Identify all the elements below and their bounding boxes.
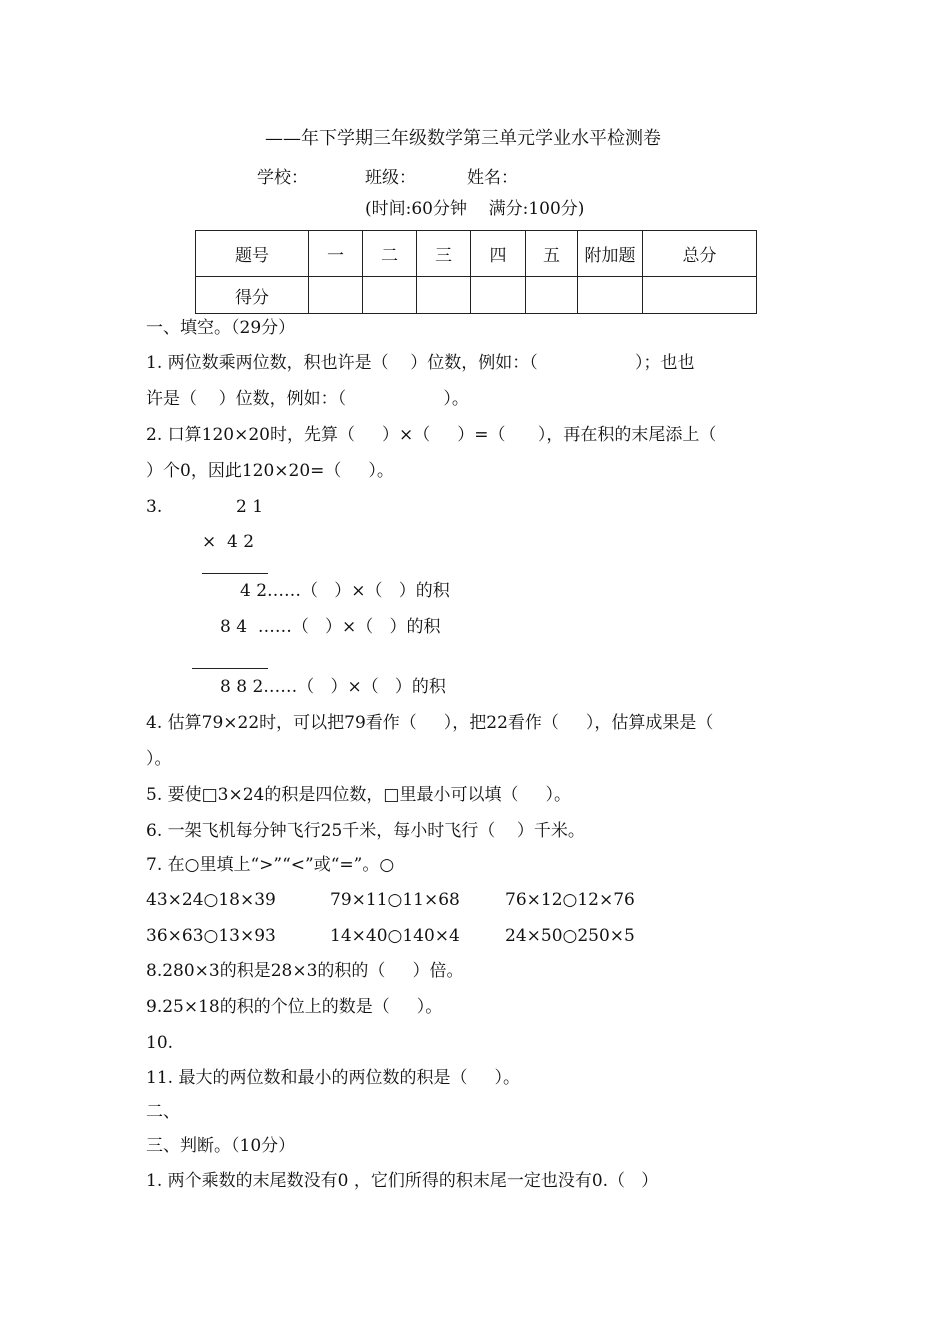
calc-rule-bottom [192, 668, 268, 669]
score-table-row-header: 题号 [196, 231, 309, 277]
final-product: 8 8 2……（ ）×（ ）的积 [220, 677, 446, 697]
section2-heading: 二、 [146, 1102, 180, 1122]
score-cell[interactable] [526, 277, 578, 314]
question-2-line-2: ）个0，因此120×20=（ ）。 [146, 461, 394, 481]
partial-product-2: 8 4 ……（ ）×（ ）的积 [220, 617, 441, 637]
score-table-header-row [196, 231, 757, 277]
score-cell[interactable] [363, 277, 417, 314]
score-table [195, 230, 757, 314]
question-4-line-2: ）。 [146, 749, 172, 769]
section3-heading: 三、判断。（10分） [146, 1136, 296, 1156]
compare-item: 24×50○250×5 [505, 926, 635, 946]
score-cell[interactable] [417, 277, 471, 314]
question-8: 8.280×3的积是28×3的积的（ ）倍。 [146, 961, 464, 981]
partial-product-1: 4 2……（ ）×（ ）的积 [240, 581, 450, 601]
question-11: 11. 最大的两位数和最小的两位数的积是（ ）。 [146, 1068, 520, 1088]
question-5: 5. 要使□3×24的积是四位数，□里最小可以填（ ）。 [146, 785, 571, 805]
score-label: 得分 [196, 277, 309, 314]
compare-item: 36×63○13×93 [146, 926, 276, 946]
question-9: 9.25×18的积的个位上的数是（ ）。 [146, 997, 443, 1017]
score-cell[interactable] [643, 277, 757, 314]
score-table-column: 四 [471, 231, 526, 277]
score-table-column: 总分 [643, 231, 757, 277]
exam-title: ——年下学期三年级数学第三单元学业水平检测卷 [265, 128, 661, 149]
class-label: 班级： [365, 168, 416, 188]
score-table-column: 二 [363, 231, 417, 277]
compare-item: 43×24○18×39 [146, 890, 276, 910]
score-table-score-row [196, 277, 757, 314]
score-cell[interactable] [309, 277, 363, 314]
compare-item: 76×12○12×76 [505, 890, 635, 910]
multiplier: × 4 2 [202, 532, 255, 552]
compare-item: 14×40○140×4 [330, 926, 460, 946]
question-1-line-2: 许是（ ）位数，例如：（ ）。 [146, 389, 469, 409]
question-4-line-1: 4. 估算79×22时，可以把79看作（ ），把22看作（ ），估算成果是（ [146, 713, 714, 733]
multiplicand: 2 1 [236, 497, 264, 517]
question-6: 6. 一架飞机每分钟飞行25千米，每小时飞行（ ）千米。 [146, 821, 585, 841]
score-table-column: 三 [417, 231, 471, 277]
score-table-column: 一 [309, 231, 363, 277]
question-1-line-1: 1. 两位数乘两位数，积也许是（ ）位数，例如：（ ）；也也 [146, 353, 695, 373]
school-label: 学校： [257, 168, 308, 188]
question-2-line-1: 2. 口算120×20时，先算（ ）×（ ）=（ ），再在积的末尾添上（ [146, 425, 717, 445]
question-7: 7. 在○里填上“>”“<”或“=”。○ [146, 855, 395, 875]
score-table-column: 五 [526, 231, 578, 277]
calc-rule-top [202, 573, 268, 574]
time-info: (时间:60分钟 满分:100分) [365, 199, 585, 219]
question-10: 10. [146, 1033, 174, 1053]
section1-heading: 一、填空。（29分） [146, 318, 296, 338]
question-3-number: 3. [146, 497, 163, 517]
name-label: 姓名： [467, 168, 518, 188]
score-table-column: 附加题 [578, 231, 643, 277]
score-cell[interactable] [471, 277, 526, 314]
score-cell[interactable] [578, 277, 643, 314]
judge-question-1: 1. 两个乘数的末尾数没有0 ，它们所得的积末尾一定也没有0.（ ） [146, 1171, 659, 1191]
compare-item: 79×11○11×68 [330, 890, 460, 910]
